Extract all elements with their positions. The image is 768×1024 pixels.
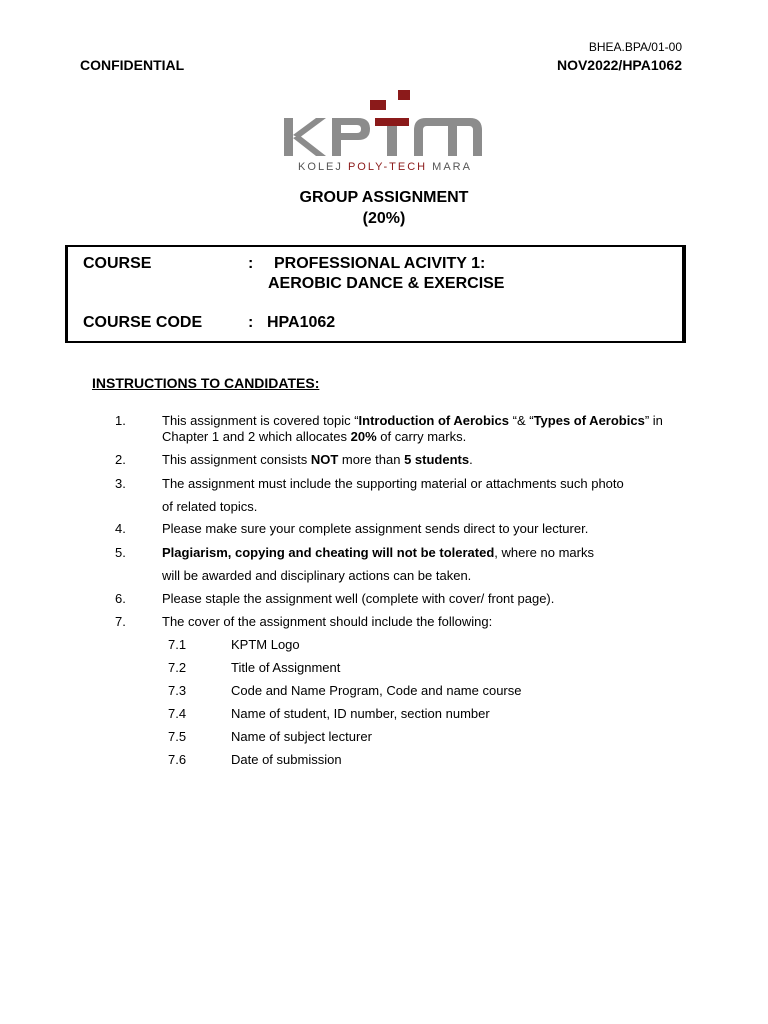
form-code: BHEA.BPA/01-00	[588, 40, 682, 54]
subitem-text: Title of Assignment	[231, 660, 341, 675]
item-2-line-1: This assignment consists NOT more than 5 students.	[162, 452, 473, 467]
item-4-number: 4.	[115, 521, 126, 536]
item-7-number: 7.	[115, 614, 126, 629]
subitem-text: Code and Name Program, Code and name course	[231, 683, 522, 698]
course-name-line-2: AEROBIC DANCE & EXERCISE	[268, 275, 505, 292]
item-5-line-1: Plagiarism, copying and cheating will not be tolerated, where no marks	[162, 545, 594, 560]
course-code-colon: :	[248, 314, 254, 331]
title-weight: (20%)	[362, 210, 406, 227]
subitem-number: 7.4	[168, 706, 187, 721]
item-2-number: 2.	[115, 452, 126, 467]
item-6-line-1: Please staple the assignment well (complete with cover/ front page).	[162, 591, 555, 606]
course-colon: :	[248, 255, 254, 272]
subitem-text: Name of student, ID number, section number	[231, 706, 490, 721]
course-info-box	[65, 245, 686, 343]
logo-tagline: KOLEJ POLY-TECH MARA	[298, 161, 472, 173]
subitem-number: 7.1	[168, 637, 187, 652]
item-1-number: 1.	[115, 413, 126, 428]
item-3-number: 3.	[115, 476, 126, 491]
item-6-number: 6.	[115, 591, 126, 606]
course-code-label: COURSE CODE	[83, 314, 203, 331]
logo-letter-p	[332, 118, 370, 156]
logo-letter-k	[284, 118, 326, 156]
instructions-heading: INSTRUCTIONS TO CANDIDATES:	[92, 375, 320, 391]
course-code-value: HPA1062	[267, 314, 336, 331]
logo-letter-m	[414, 118, 482, 156]
subitem-number: 7.3	[168, 683, 187, 698]
logo-letter-t	[375, 118, 409, 156]
paper-code: NOV2022/HPA1062	[556, 57, 682, 73]
title-line-1: GROUP ASSIGNMENT	[299, 189, 469, 206]
item-1-line-2: Chapter 1 and 2 which allocates 20% of carry marks.	[162, 429, 467, 444]
assignment-title	[234, 187, 534, 229]
kptm-logo	[280, 88, 490, 174]
item-7-line-1: The cover of the assignment should include the following:	[162, 614, 493, 629]
confidential-label: CONFIDENTIAL	[80, 57, 185, 73]
subitem-number: 7.6	[168, 752, 187, 767]
item-5-line-2: will be awarded and disciplinary actions can be taken.	[162, 568, 472, 583]
subitem-number: 7.5	[168, 729, 187, 744]
item-5-number: 5.	[115, 545, 126, 560]
course-name-line-1: PROFESSIONAL ACIVITY 1:	[274, 255, 486, 272]
subitem-text: Name of subject lecturer	[231, 729, 372, 744]
item-1-line-1: This assignment is covered topic “Introduction of Aerobics “& “Types of Aerobics” in	[162, 413, 663, 428]
logo-red-square-large	[370, 100, 386, 110]
item-3-line-1: The assignment must include the supporting material or attachments such photo	[162, 476, 624, 491]
logo-red-square-small	[398, 90, 410, 100]
item-3-line-2: of related topics.	[162, 499, 258, 514]
course-label: COURSE	[83, 255, 152, 272]
item-4-line-1: Please make sure your complete assignment sends direct to your lecturer.	[162, 521, 589, 536]
subitem-text: KPTM Logo	[231, 637, 300, 652]
subitem-text: Date of submission	[231, 752, 342, 767]
subitem-number: 7.2	[168, 660, 187, 675]
